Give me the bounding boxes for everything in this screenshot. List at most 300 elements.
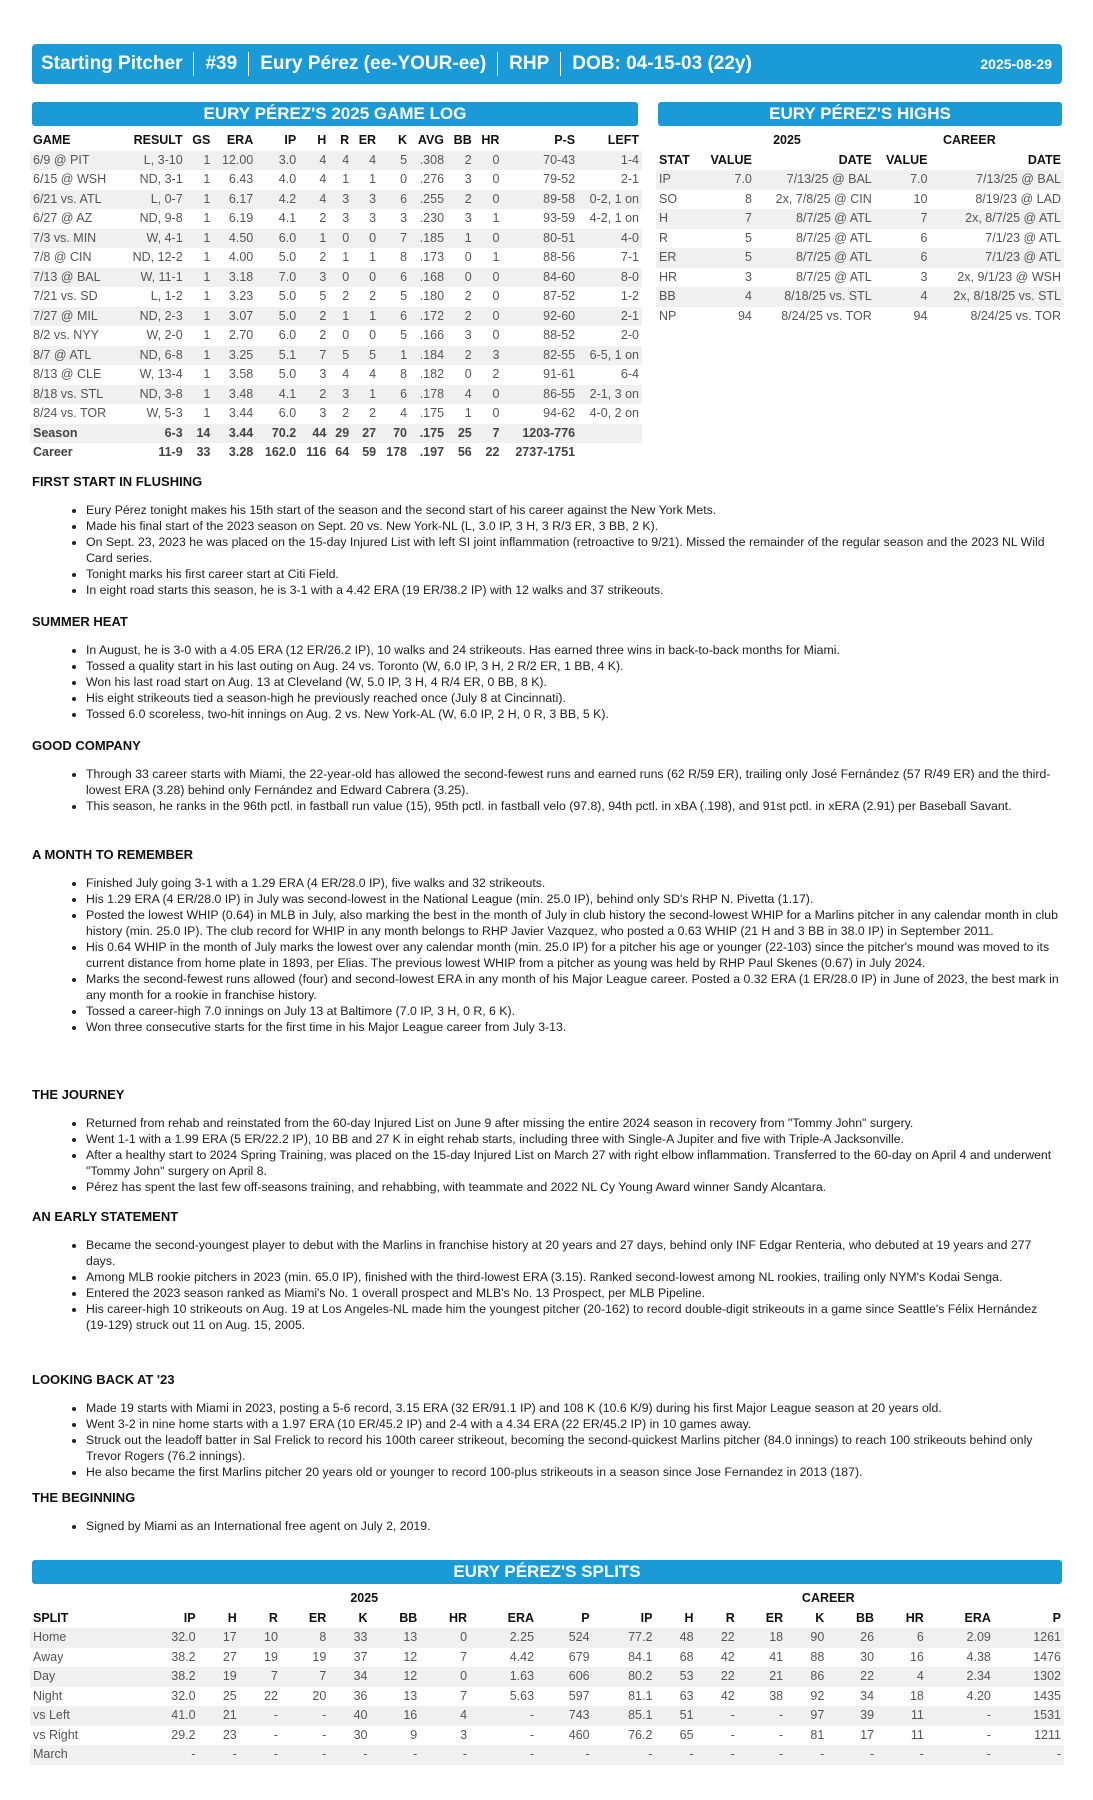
bullet-item: • In eight road starts this season, he is 3-1 with a 4.42 ERA (19 ER/38.2 IP) with 12 walks and 37 strikeouts.	[86, 582, 1062, 598]
splits-group-blank	[30, 1589, 136, 1609]
game-log-total-cell	[578, 424, 642, 444]
splits-cell: 7	[420, 1648, 470, 1668]
game-log-cell: W, 5-3	[121, 404, 186, 424]
game-log-cell: 0	[475, 385, 503, 405]
game-log-cell: 6.0	[256, 404, 299, 424]
splits-column-header: IP	[640, 1610, 653, 1625]
game-log-total-cell: .175	[410, 424, 447, 444]
highs-cell: 7	[875, 209, 931, 229]
highs-cell: 6	[875, 229, 931, 249]
bullet-item: • His eight strikeouts tied a season-high he previously reached once (July 8 at Cincinnati).	[86, 690, 1062, 706]
splits-cell: 30	[827, 1648, 877, 1668]
game-log-cell: 1	[186, 151, 214, 171]
game-log-total-cell: 70	[379, 424, 410, 444]
game-log-cell: 6	[379, 190, 410, 210]
splits-cell: -	[697, 1726, 738, 1746]
game-log-cell: 3	[329, 209, 352, 229]
game-log-cell: 4	[299, 190, 329, 210]
highs-cell: 8/7/25 @ ATL	[755, 248, 875, 268]
game-log-cell: 5	[329, 346, 352, 366]
game-log-cell: 5	[299, 287, 329, 307]
game-log-cell: 5.0	[256, 307, 299, 327]
game-log-cell: 0	[329, 229, 352, 249]
splits-cell: 13	[370, 1687, 420, 1707]
game-log-cell: 1	[299, 229, 329, 249]
splits-cell: 40	[329, 1706, 370, 1726]
highs-cell: 4	[699, 287, 755, 307]
game-log-cell: 84-60	[502, 268, 578, 288]
splits-group-career: CAREER	[801, 1591, 855, 1605]
bullet-item: • Posted the lowest WHIP (0.64) in MLB in July, also marking the best in the month of July in club history the second-lowest WHIP for a Marlins pitcher in any calendar month in club history (min. 25.0 IP). The club record for WHIP in any month belongs to RHP Javier Vazquez, who posted a 0.63 WHIP (21 H and 3 BB in 38.0 IP) in September 2011.	[86, 907, 1062, 939]
game-log-column-header: BB	[453, 133, 472, 147]
game-log-cell: 1	[447, 229, 475, 249]
game-log-cell: 6/15 @ WSH	[30, 170, 121, 190]
game-log-cell: 0	[475, 229, 503, 249]
game-log-cell: 6.0	[256, 326, 299, 346]
splits-cell: 524	[537, 1628, 593, 1648]
splits-cell: -	[240, 1706, 281, 1726]
highs-table	[656, 131, 1064, 326]
splits-cell: 27	[199, 1648, 240, 1668]
splits-cell: 85.1	[593, 1706, 656, 1726]
game-log-cell: 0	[475, 268, 503, 288]
game-log-total-cell: 116	[299, 443, 329, 463]
game-log-cell: .184	[410, 346, 447, 366]
bullet-item: • Made 19 starts with Miami in 2023, posting a 5-6 record, 3.15 ERA (32 ER/91.1 IP) and 108 K (10.6 K/9) during his first Major League season at 20 years old.	[86, 1400, 1062, 1416]
bullet-item: • Went 3-2 in nine home starts with a 1.97 ERA (10 ER/45.2 IP) and 2-4 with a 4.34 ERA (22 ER/45.2 IP) in 10 games away.	[86, 1416, 1062, 1432]
splits-cell: vs Right	[30, 1726, 136, 1746]
game-log-cell: 7/8 @ CIN	[30, 248, 121, 268]
game-log-cell: 1-4	[578, 151, 642, 171]
game-log-cell: 7	[299, 346, 329, 366]
game-log-cell: 3.18	[213, 268, 256, 288]
game-log-row	[30, 229, 642, 249]
notes-section	[32, 614, 1062, 722]
splits-cell: 743	[537, 1706, 593, 1726]
splits-cell: -	[697, 1745, 738, 1765]
game-log-cell: 4	[352, 151, 379, 171]
section-heading: AN EARLY STATEMENT	[32, 1209, 179, 1224]
game-log-column-header: R	[340, 133, 350, 147]
game-log-cell: 5.0	[256, 248, 299, 268]
game-log-total-cell: 3.28	[213, 443, 256, 463]
game-log-cell: 3	[379, 209, 410, 229]
splits-header-row	[30, 1609, 1064, 1629]
splits-row	[30, 1667, 1064, 1687]
bullet-list	[32, 502, 1062, 598]
game-log-cell: 1	[186, 404, 214, 424]
splits-cell: 23	[199, 1726, 240, 1746]
game-log-cell: 1	[186, 190, 214, 210]
game-log-cell: 4.1	[256, 385, 299, 405]
splits-cell: 68	[655, 1648, 696, 1668]
notes-section	[32, 847, 1062, 1035]
game-log-cell: 3.48	[213, 385, 256, 405]
highs-column-header: STAT	[659, 152, 690, 167]
game-log-cell: ND, 3-8	[121, 385, 186, 405]
game-log-cell: 8/18 vs. STL	[30, 385, 121, 405]
game-log-cell: .255	[410, 190, 447, 210]
bullet-list	[32, 1518, 1062, 1534]
splits-cell: 16	[877, 1648, 927, 1668]
bullet-item: • Tossed a career-high 7.0 innings on July 13 at Baltimore (7.0 IP, 3 H, 0 R, 6 K).	[86, 1003, 1062, 1019]
game-log-total-row	[30, 424, 642, 444]
game-log-cell: .182	[410, 365, 447, 385]
game-log-total-cell: 64	[329, 443, 352, 463]
divider	[248, 52, 249, 76]
splits-cell: 37	[329, 1648, 370, 1668]
splits-cell: 4	[420, 1706, 470, 1726]
bullet-list	[32, 642, 1062, 722]
highs-group-row	[656, 131, 1064, 151]
splits-cell: 80.2	[593, 1667, 656, 1687]
splits-column-header: HR	[905, 1610, 924, 1625]
highs-group-career: CAREER	[942, 133, 996, 147]
game-log-cell: 1	[379, 346, 410, 366]
highs-cell: 8/7/25 @ ATL	[755, 268, 875, 288]
highs-group-blank	[656, 131, 699, 151]
game-log-cell: 1	[186, 385, 214, 405]
bullet-item: • Won his last road start on Aug. 13 at Cleveland (W, 5.0 IP, 3 H, 4 R/4 ER, 0 BB, 8 K).	[86, 674, 1062, 690]
game-log-cell: 3	[299, 365, 329, 385]
game-log-cell: 3.25	[213, 346, 256, 366]
splits-column-header: P	[1052, 1610, 1061, 1625]
game-log-cell: ND, 2-3	[121, 307, 186, 327]
splits-cell: 42	[697, 1687, 738, 1707]
game-log-cell: .230	[410, 209, 447, 229]
bullet-item: • Eury Pérez tonight makes his 15th start of the season and the second start of his career against the New York Mets.	[86, 502, 1062, 518]
splits-cell: 4.20	[927, 1687, 994, 1707]
bullet-item: • Entered the 2023 season ranked as Miami's No. 1 overall prospect and MLB's No. 13 Prospect, per MLB Pipeline.	[86, 1285, 1062, 1301]
notes-section	[32, 1490, 1062, 1534]
game-log-column-header: RESULT	[133, 133, 183, 147]
game-log-cell: 2	[299, 307, 329, 327]
game-log-cell: 0-2, 1 on	[578, 190, 642, 210]
game-log-table	[30, 131, 642, 463]
bullet-item: • Returned from rehab and reinstated from the 60-day Injured List on June 9 after missing the entire 2024 season in recovery from "Tommy John" surgery.	[86, 1115, 1062, 1131]
game-log-cell: 0	[475, 326, 503, 346]
splits-cell: -	[281, 1726, 329, 1746]
game-log-cell: 3	[352, 190, 379, 210]
game-log-total-row	[30, 443, 642, 463]
game-log-column-header: H	[317, 133, 327, 147]
splits-cell: 39	[827, 1706, 877, 1726]
splits-cell: 3	[420, 1726, 470, 1746]
game-log-cell: 1	[186, 268, 214, 288]
game-log-cell: 4.00	[213, 248, 256, 268]
splits-cell: -	[994, 1745, 1064, 1765]
splits-cell: 9	[370, 1726, 420, 1746]
splits-cell: 42	[697, 1648, 738, 1668]
game-log-cell: .172	[410, 307, 447, 327]
game-log-cell: 6/9 @ PIT	[30, 151, 121, 171]
highs-cell: 2x, 9/1/23 @ WSH	[930, 268, 1064, 288]
game-log-cell: 3.58	[213, 365, 256, 385]
highs-row	[656, 229, 1064, 249]
game-log-cell: 2-1, 3 on	[578, 385, 642, 405]
game-log-cell: 4.2	[256, 190, 299, 210]
splits-title: EURY PÉREZ'S SPLITS	[453, 1562, 641, 1581]
splits-cell: -	[697, 1706, 738, 1726]
splits-cell: 97	[786, 1706, 827, 1726]
splits-cell: Home	[30, 1628, 136, 1648]
splits-cell: 21	[199, 1706, 240, 1726]
highs-cell: 94	[699, 307, 755, 327]
header-date: 2025-08-29	[980, 56, 1052, 72]
splits-column-header: K	[358, 1610, 368, 1625]
game-log-title: EURY PÉREZ'S 2025 GAME LOG	[203, 104, 467, 123]
game-log-cell: L, 0-7	[121, 190, 186, 210]
splits-cell: 65	[655, 1726, 696, 1746]
game-log-cell: 3.23	[213, 287, 256, 307]
splits-cell: 7	[281, 1667, 329, 1687]
splits-cell: 51	[655, 1706, 696, 1726]
splits-cell: 679	[537, 1648, 593, 1668]
bullet-list	[32, 766, 1062, 814]
game-log-row	[30, 346, 642, 366]
splits-cell: 2.25	[470, 1628, 537, 1648]
splits-cell: 11	[877, 1726, 927, 1746]
bullet-item: • Tossed 6.0 scoreless, two-hit innings on Aug. 2 vs. New York-AL (W, 6.0 IP, 2 H, 0 R, 3 BB, 5 K).	[86, 706, 1062, 722]
splits-cell: 81	[786, 1726, 827, 1746]
highs-header-row	[656, 151, 1064, 171]
game-log-cell: 2	[329, 404, 352, 424]
splits-cell: Day	[30, 1667, 136, 1687]
game-log-cell: 1	[352, 307, 379, 327]
splits-cell: -	[927, 1726, 994, 1746]
game-log-row	[30, 268, 642, 288]
game-log-cell: 89-58	[502, 190, 578, 210]
game-log-cell: 1	[352, 248, 379, 268]
game-log-cell: 1-2	[578, 287, 642, 307]
splits-cell: 606	[537, 1667, 593, 1687]
splits-cell: -	[470, 1726, 537, 1746]
highs-row	[656, 190, 1064, 210]
game-log-cell: 6-4	[578, 365, 642, 385]
game-log-cell: 79-52	[502, 170, 578, 190]
highs-cell: 7	[699, 209, 755, 229]
game-log-cell: 4	[299, 151, 329, 171]
game-log-cell: 6.17	[213, 190, 256, 210]
bullet-item: • Signed by Miami as an International free agent on July 2, 2019.	[86, 1518, 1062, 1534]
splits-cell: 19	[240, 1648, 281, 1668]
game-log-cell: 8/13 @ CLE	[30, 365, 121, 385]
game-log-cell: 1	[186, 248, 214, 268]
game-log-cell: 4	[299, 170, 329, 190]
game-log-cell: 2	[447, 190, 475, 210]
game-log-total-cell: 11-9	[121, 443, 186, 463]
splits-cell: 41.0	[136, 1706, 199, 1726]
highs-cell: 8	[699, 190, 755, 210]
game-log-cell: 6.43	[213, 170, 256, 190]
game-log-cell: W, 2-0	[121, 326, 186, 346]
game-log-cell: 3	[447, 170, 475, 190]
splits-cell: 7	[240, 1667, 281, 1687]
game-log-column-header: ER	[358, 133, 377, 147]
splits-cell: 84.1	[593, 1648, 656, 1668]
splits-cell: 22	[240, 1687, 281, 1707]
game-log-cell: 4-2, 1 on	[578, 209, 642, 229]
splits-column-header: ER	[765, 1610, 784, 1625]
game-log-cell: 1	[475, 248, 503, 268]
game-log-cell: 92-60	[502, 307, 578, 327]
game-log-cell: 2	[299, 326, 329, 346]
game-log-cell: ND, 9-8	[121, 209, 186, 229]
splits-cell: 1.63	[470, 1667, 537, 1687]
section-heading: FIRST START IN FLUSHING	[32, 474, 203, 489]
game-log-total-cell: 70.2	[256, 424, 299, 444]
game-log-cell: .166	[410, 326, 447, 346]
bullet-item: • His 1.29 ERA (4 ER/28.0 IP) in July was second-lowest in the National League (min. 25.0 IP), behind only SD's RHP N. Pivetta (1.17).	[86, 891, 1062, 907]
game-log-cell: 4	[447, 385, 475, 405]
game-log-cell: 2-1	[578, 170, 642, 190]
splits-cell: 10	[240, 1628, 281, 1648]
splits-cell: 90	[786, 1628, 827, 1648]
splits-cell: 1261	[994, 1628, 1064, 1648]
splits-cell: 4.38	[927, 1648, 994, 1668]
splits-cell: -	[329, 1745, 370, 1765]
game-log-title-bar	[32, 102, 638, 126]
splits-cell: 22	[827, 1667, 877, 1687]
game-log-cell: 2	[475, 365, 503, 385]
splits-cell: Night	[30, 1687, 136, 1707]
highs-cell: 7/13/25 @ BAL	[930, 170, 1064, 190]
splits-cell: -	[927, 1706, 994, 1726]
splits-cell: 48	[655, 1628, 696, 1648]
splits-column-header: IP	[183, 1610, 196, 1625]
game-log-cell: L, 1-2	[121, 287, 186, 307]
highs-group-2025: 2025	[773, 133, 801, 147]
splits-cell: 0	[420, 1628, 470, 1648]
game-log-cell: 4-0	[578, 229, 642, 249]
splits-cell: 38.2	[136, 1667, 199, 1687]
notes-section	[32, 474, 1062, 598]
game-log-cell: 2.70	[213, 326, 256, 346]
splits-column-header: H	[684, 1610, 694, 1625]
splits-cell: 13	[370, 1628, 420, 1648]
highs-row	[656, 307, 1064, 327]
highs-cell: 8/24/25 vs. TOR	[930, 307, 1064, 327]
bullet-item: • Finished July going 3-1 with a 1.29 ERA (4 ER/28.0 IP), five walks and 32 strikeouts.	[86, 875, 1062, 891]
game-log-cell: 5	[379, 287, 410, 307]
bullet-item: • Among MLB rookie pitchers in 2023 (min. 65.0 IP), finished with the third-lowest ERA (3.15). Ranked second-lowest among NL rookies, trailing only NYM's Kodai Senga.	[86, 1269, 1062, 1285]
splits-cell: -	[470, 1706, 537, 1726]
game-log-cell: 0	[329, 268, 352, 288]
game-log-cell: 0	[329, 326, 352, 346]
game-log-cell: 1	[352, 170, 379, 190]
game-log-row	[30, 326, 642, 346]
game-log-row	[30, 190, 642, 210]
highs-cell: H	[656, 209, 699, 229]
game-log-cell: ND, 12-2	[121, 248, 186, 268]
game-log-cell: 1	[352, 385, 379, 405]
splits-cell: -	[199, 1745, 240, 1765]
game-log-cell: 4	[352, 365, 379, 385]
game-log-row	[30, 209, 642, 229]
game-log-row	[30, 151, 642, 171]
game-log-cell: 1	[186, 346, 214, 366]
game-log-row	[30, 404, 642, 424]
highs-row	[656, 268, 1064, 288]
game-log-cell: 1	[475, 209, 503, 229]
game-log-cell: 6/27 @ AZ	[30, 209, 121, 229]
highs-cell: 7.0	[875, 170, 931, 190]
highs-cell: HR	[656, 268, 699, 288]
game-log-cell: 1	[329, 307, 352, 327]
game-log-cell: 70-43	[502, 151, 578, 171]
splits-row	[30, 1687, 1064, 1707]
highs-title: EURY PÉREZ'S HIGHS	[769, 104, 951, 123]
game-log-cell: 6	[379, 385, 410, 405]
highs-column-header: DATE	[1027, 152, 1061, 167]
splits-cell: 32.0	[136, 1687, 199, 1707]
highs-cell: SO	[656, 190, 699, 210]
game-log-cell: 1	[329, 170, 352, 190]
game-log-cell: .173	[410, 248, 447, 268]
game-log-cell: 0	[447, 248, 475, 268]
bullet-item: • Marks the second-fewest runs allowed (four) and second-lowest ERA in any month of his Major League career. Posted a 0.32 ERA (1 ER/28.0 IP) in June of 2023, the best mark in any month for a rookie in franchise history.	[86, 971, 1062, 1003]
splits-cell: 20	[281, 1687, 329, 1707]
game-log-cell: 87-52	[502, 287, 578, 307]
splits-cell: 11	[877, 1706, 927, 1726]
game-log-total-cell: Season	[30, 424, 121, 444]
splits-cell: 0	[420, 1667, 470, 1687]
splits-cell: 36	[329, 1687, 370, 1707]
splits-cell: 12	[370, 1648, 420, 1668]
highs-cell: 3	[875, 268, 931, 288]
divider	[560, 52, 561, 76]
splits-column-header: R	[268, 1610, 278, 1625]
game-log-total-cell: 44	[299, 424, 329, 444]
game-log-cell: 4	[379, 404, 410, 424]
bullet-item: • Became the second-youngest player to debut with the Marlins in franchise history at 20 years and 27 days, behind only INF Edgar Renteria, who debuted at 19 years and 277 days.	[86, 1237, 1062, 1269]
highs-column-header: VALUE	[886, 152, 928, 167]
bullet-item: • His career-high 10 strikeouts on Aug. 19 at Los Angeles-NL made him the youngest pitcher (20-162) to record double-digit strikeouts in a game since Seattle's Félix Hernández (19-129) struck out 11 on Aug. 15, 2005.	[86, 1301, 1062, 1333]
game-log-cell: 0	[475, 307, 503, 327]
splits-cell: 53	[655, 1667, 696, 1687]
splits-cell: 2.34	[927, 1667, 994, 1687]
game-log-column-header: GAME	[33, 133, 71, 147]
game-log-cell: 7/21 vs. SD	[30, 287, 121, 307]
game-log-cell: .185	[410, 229, 447, 249]
game-log-cell: W, 13-4	[121, 365, 186, 385]
splits-cell: 63	[655, 1687, 696, 1707]
splits-cell: 17	[827, 1726, 877, 1746]
splits-cell: 32.0	[136, 1628, 199, 1648]
game-log-cell: 88-52	[502, 326, 578, 346]
game-log-total-cell: 3.44	[213, 424, 256, 444]
game-log-column-header: P-S	[554, 133, 576, 147]
game-log-row	[30, 287, 642, 307]
splits-cell: 17	[199, 1628, 240, 1648]
splits-cell: 597	[537, 1687, 593, 1707]
splits-title-bar	[32, 1560, 1062, 1584]
splits-cell: 38.2	[136, 1648, 199, 1668]
game-log-cell: 0	[475, 287, 503, 307]
game-log-total-cell: 6-3	[121, 424, 186, 444]
splits-cell: 77.2	[593, 1628, 656, 1648]
game-log-cell: ND, 6-8	[121, 346, 186, 366]
game-log-cell: 1	[186, 326, 214, 346]
bullet-item: • On Sept. 23, 2023 he was placed on the 15-day Injured List with left SI joint inflammation (retroactive to 9/21). Missed the remainder of the regular season and the 2023 NL Wild Card series.	[86, 534, 1062, 566]
game-log-cell: 1	[329, 248, 352, 268]
splits-cell: 7	[420, 1687, 470, 1707]
game-log-total-cell: 56	[447, 443, 475, 463]
highs-column-header: VALUE	[710, 152, 752, 167]
game-log-cell: 8	[379, 365, 410, 385]
game-log-cell: 3	[299, 268, 329, 288]
bullet-item: • This season, he ranks in the 96th pctl. in fastball run value (15), 95th pctl. in fastball velo (97.8), 94th pctl. in xBA (.198), and 91st pctl. in xERA (2.91) per Baseball Savant.	[86, 798, 1062, 814]
